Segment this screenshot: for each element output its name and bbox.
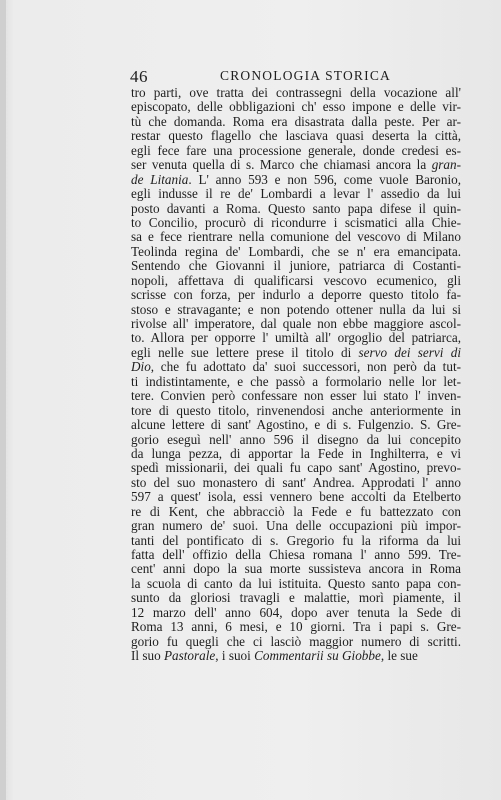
text-line: egli indusse il re de' Lombardi a levar l' assedio da lui bbox=[131, 187, 461, 202]
page-number: 46 bbox=[130, 67, 148, 86]
text-line: rivolse all' imperatore, dal quale non ebbe maggiore ascol- bbox=[131, 317, 461, 331]
text-line: fatta dell' offizio della Chiesa romana l' anno 599. Tre- bbox=[131, 548, 461, 562]
text-line: sto del suo monastero di sant' Andrea. Approdati l' anno bbox=[131, 475, 461, 490]
text-line: ti indistintamente, e che passò a formolario nelle lor let- bbox=[131, 374, 461, 389]
text-line: alcune lettere di sant' Agostino, e di s. Fulgenzio. S. Gre- bbox=[131, 418, 461, 433]
text-line: Sentendo che Giovanni il juniore, patriarca di Costanti- bbox=[131, 259, 461, 274]
text-line: egli nelle sue lettere prese il titolo di servo dei servi di bbox=[131, 345, 461, 360]
text-line: episcopato, delle obbligazioni ch' esso impone e delle vir- bbox=[131, 100, 461, 115]
text-line: tere. Convien però confessare non esser lui stato l' inven- bbox=[131, 389, 461, 404]
text-line: de Litania. L' anno 593 e non 596, come vuole Baronio, bbox=[131, 172, 461, 187]
text-line: Il suo Pastorale, i suoi Commentarii su Giobbe, le sue bbox=[131, 649, 418, 664]
body-text bbox=[131, 86, 461, 664]
text-line: 597 a quest' isola, essi vennero bene accolti da Etelberto bbox=[131, 490, 461, 505]
text-line: scrisse con forza, per indurlo a deporre questo titolo fa- bbox=[131, 288, 461, 303]
text-line: sa e fece rientrare nella comunione del vescovo di Milano bbox=[131, 230, 461, 245]
running-head: CRONOLOGIA STORICA bbox=[220, 68, 391, 83]
text-line: tanti del pontificato di s. Gregorio fu la riforma da lui bbox=[131, 533, 461, 548]
text-line: re di Kent, che abbracciò la Fede e fu battezzato con bbox=[131, 504, 461, 519]
text-line: ser venuta quella di s. Marco che chiamasi ancora la gran- bbox=[131, 158, 461, 173]
text-line: egli fece fare una processione generale, donde credesi es- bbox=[131, 143, 461, 158]
text-line: sunto da gloriosi travagli e malattie, morì piamente, il bbox=[131, 591, 461, 606]
page-header bbox=[130, 67, 460, 85]
text-line: spedì missionarii, dei quali fu capo sant' Agostino, prevo- bbox=[131, 461, 461, 476]
text-line: nopoli, affettava di qualificarsi vescovo ecumenico, gli bbox=[131, 273, 461, 288]
text-line: Roma 13 anni, 6 mesi, e 10 giorni. Tra i papi s. Gre- bbox=[131, 620, 461, 635]
text-line: gran numero de' suoi. Una delle occupazioni più impor- bbox=[131, 519, 461, 534]
text-line: tro parti, ove tratta dei contrassegni della vocazione all' bbox=[131, 86, 461, 100]
text-line: posto davanti a Roma. Questo santo papa difese il quin- bbox=[131, 201, 461, 216]
text-line: gorio fu quegli che ci lasciò maggior numero di scritti. bbox=[131, 634, 461, 649]
text-line: stoso e stravagante; e non potendo ottener nulla da lui si bbox=[131, 302, 461, 317]
text-line: tù che domanda. Roma era disastrata dalla peste. Per ar- bbox=[131, 114, 461, 129]
text-line: cent' anni dopo la sua morte sussisteva ancora in Roma bbox=[131, 562, 461, 577]
text-line: gorio eseguì nell' anno 596 il disegno da lui concepito bbox=[131, 432, 461, 447]
text-line: to. Allora per opporre l' umiltà all' orgoglio del patriarca, bbox=[131, 331, 461, 346]
text-line: Dio, che fu adottato da' suoi successori, non però da tut- bbox=[131, 360, 461, 375]
text-line: da lunga pezza, di apportar la Fede in Inghilterra, e vi bbox=[131, 446, 461, 461]
text-line: la scuola di canto da lui istituita. Questo santo papa con- bbox=[131, 576, 461, 591]
text-line: 12 marzo dell' anno 604, dopo aver tenuta la Sede di bbox=[131, 605, 461, 620]
text-line: restar questo flagello che lasciava quasi deserta la città, bbox=[131, 129, 461, 144]
page-edge bbox=[0, 0, 6, 800]
text-line: to Concilio, procurò di ricondurre i scismatici alla Chie- bbox=[131, 215, 461, 230]
text-line: tore di questo titolo, rinvenendosi anche anteriormente in bbox=[131, 403, 461, 418]
text-line: Teolinda regina de' Lombardi, che se n' era emancipata. bbox=[131, 244, 461, 259]
